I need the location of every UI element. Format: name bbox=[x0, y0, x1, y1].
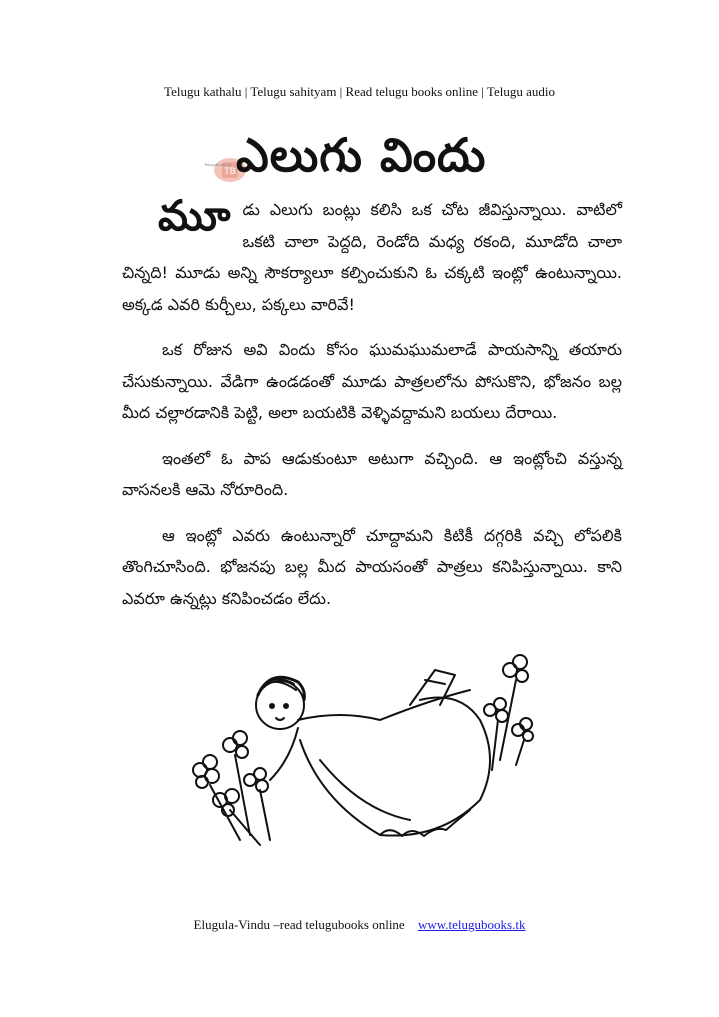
flower-icon bbox=[484, 655, 533, 770]
story-body bbox=[122, 191, 622, 628]
page-footer bbox=[0, 917, 719, 933]
footer-link[interactable]: www.telugubooks.tk bbox=[417, 917, 526, 932]
paragraph-2: ఒక రోజున అవి విందు కోసం ఘుమఘుమలాడే పాయసాన్ని తయారు చేసుకున్నాయి. వేడిగా ఉండడంతో మూడు పాత్రలలోను పోసుకొని, భోజనం బల్ల మీద చల్లారడానికి పెట్టి, అలా బయటికి వెళ్ళివద్దామని బయలు దేరాయి. bbox=[122, 340, 622, 422]
drop-cap: మూ bbox=[158, 191, 231, 240]
paragraph-1 bbox=[122, 191, 622, 320]
footer-text: Elugula-Vindu –read telugubooks online bbox=[193, 917, 405, 932]
logo-mark: TB bbox=[224, 166, 236, 176]
page-title: ఎలుగు విందు bbox=[236, 128, 487, 182]
paragraph-4: ఆ ఇంట్లో ఎవరు ఉంటున్నారో చూద్దామని కిటికీ దగ్గరికి వచ్చి లోపలికి తొంగిచూసింది. భోజనపు బల్ల మీద పాయసంతో పాత్రలు కనిపిస్తున్నాయి. కాని ఎవరూ ఉన్నట్లు కనిపించడం లేదు. bbox=[122, 525, 622, 608]
paragraph-1-text: డు ఎలుగు బంట్లు కలిసి ఒక చోట జీవిస్తున్నాయి. వాటిలో ఒకటి చాలా పెద్దది, రెండోది మధ్య రకంది, మూడోది చాలా చిన్నది! మూడు అన్ని సౌకర్యాలూ కల్పించుకుని ఓ చక్కటి ఇంట్లో ఉంటున్నాయి. అక్కడ ఎవరి కుర్చీలు, పక్కలు వారివే! bbox=[122, 200, 622, 314]
flower-icon bbox=[193, 731, 270, 845]
paragraph-3: ఇంతలో ఓ పాప ఆడుకుంటూ అటుగా వచ్చింది. ఆ ఇంట్లోంచి వస్తున్న వాసనలకి ఆమె నోరూరింది. bbox=[122, 448, 622, 499]
logo-text: TeluguBooks.tk bbox=[204, 162, 232, 167]
girl-figure bbox=[256, 670, 490, 836]
page-header: Telugu kathalu | Telugu sahityam | Read telugu books online | Telugu audio bbox=[164, 84, 555, 99]
girl-illustration bbox=[180, 650, 540, 860]
